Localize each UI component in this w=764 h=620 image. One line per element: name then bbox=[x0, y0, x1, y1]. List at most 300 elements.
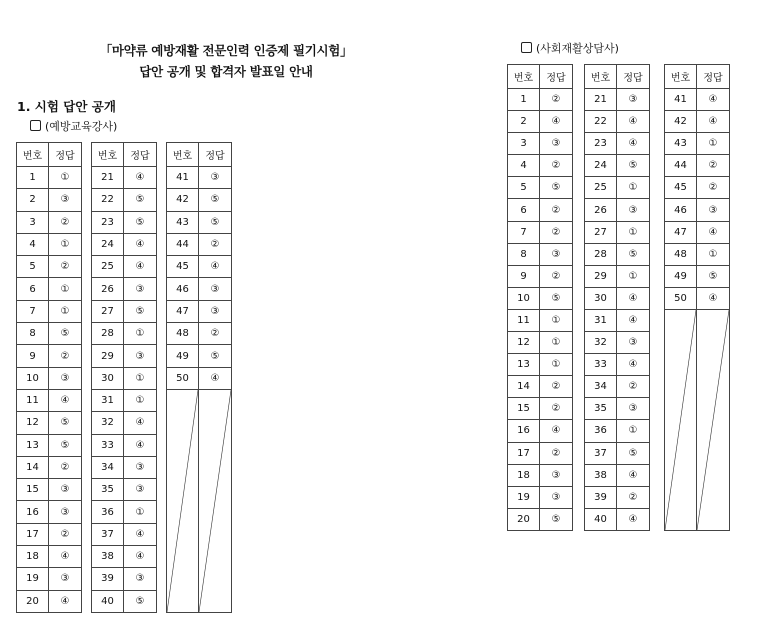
answer-value: ⑤ bbox=[199, 189, 232, 211]
table-row bbox=[508, 287, 573, 309]
question-number: 7 bbox=[17, 300, 49, 322]
answer-value: ① bbox=[617, 265, 650, 287]
table-row bbox=[92, 501, 157, 523]
table-row bbox=[17, 456, 82, 478]
column-header-number: 번호 bbox=[17, 143, 49, 167]
table-row bbox=[508, 89, 573, 111]
table-row bbox=[92, 367, 157, 389]
question-number: 45 bbox=[665, 177, 697, 199]
answer-value: ④ bbox=[124, 434, 157, 456]
table-row bbox=[17, 189, 82, 211]
question-number: 9 bbox=[508, 265, 540, 287]
table-row bbox=[92, 456, 157, 478]
table-row bbox=[17, 167, 82, 189]
answer-value: ④ bbox=[697, 111, 730, 133]
answer-value: ③ bbox=[49, 189, 82, 211]
question-number: 6 bbox=[17, 278, 49, 300]
question-number: 29 bbox=[92, 345, 124, 367]
answer-value: ④ bbox=[617, 287, 650, 309]
question-number: 50 bbox=[665, 287, 697, 309]
question-number: 18 bbox=[17, 546, 49, 568]
answer-value: ③ bbox=[124, 456, 157, 478]
question-number: 31 bbox=[585, 309, 617, 331]
answer-value: ① bbox=[49, 300, 82, 322]
answer-value: ③ bbox=[49, 367, 82, 389]
table-row bbox=[585, 464, 650, 486]
question-number: 3 bbox=[508, 133, 540, 155]
table-row bbox=[508, 486, 573, 508]
question-number: 41 bbox=[167, 167, 199, 189]
question-number: 3 bbox=[17, 211, 49, 233]
answer-value: ② bbox=[540, 155, 573, 177]
table-row bbox=[585, 133, 650, 155]
column-header-number: 번호 bbox=[665, 65, 697, 89]
table-row bbox=[665, 133, 730, 155]
table-row bbox=[585, 508, 650, 530]
table-row bbox=[508, 177, 573, 199]
question-number: 9 bbox=[17, 345, 49, 367]
question-number: 32 bbox=[92, 412, 124, 434]
table-row bbox=[92, 389, 157, 411]
answer-value: ⑤ bbox=[124, 211, 157, 233]
question-number: 11 bbox=[508, 309, 540, 331]
answer-value: ① bbox=[540, 309, 573, 331]
question-number: 20 bbox=[508, 508, 540, 530]
education-label: (예방교육강사) bbox=[45, 120, 118, 133]
answer-value: ③ bbox=[49, 479, 82, 501]
question-number: 44 bbox=[665, 155, 697, 177]
table-row bbox=[17, 434, 82, 456]
table-row bbox=[167, 300, 232, 322]
rehab-answer-table-1 bbox=[507, 64, 573, 531]
answer-value: ⑤ bbox=[617, 243, 650, 265]
answer-value: ③ bbox=[124, 345, 157, 367]
question-number: 12 bbox=[17, 412, 49, 434]
answer-value: ⑤ bbox=[540, 177, 573, 199]
question-number: 44 bbox=[167, 233, 199, 255]
table-row bbox=[585, 199, 650, 221]
question-number: 5 bbox=[17, 256, 49, 278]
answer-value: ② bbox=[540, 221, 573, 243]
table-row bbox=[92, 412, 157, 434]
column-header-answer: 정답 bbox=[49, 143, 82, 167]
column-header-number: 번호 bbox=[508, 65, 540, 89]
answer-value: ③ bbox=[617, 89, 650, 111]
table-row bbox=[167, 278, 232, 300]
table-row bbox=[17, 323, 82, 345]
table-header-row bbox=[665, 65, 730, 89]
table-row bbox=[665, 199, 730, 221]
table-row bbox=[92, 523, 157, 545]
answer-value: ② bbox=[49, 345, 82, 367]
answer-value: ③ bbox=[617, 398, 650, 420]
table-row bbox=[17, 345, 82, 367]
answer-value: ④ bbox=[617, 133, 650, 155]
question-number: 36 bbox=[92, 501, 124, 523]
table-row bbox=[508, 442, 573, 464]
question-number: 23 bbox=[585, 133, 617, 155]
question-number: 21 bbox=[585, 89, 617, 111]
answer-value: ⑤ bbox=[617, 442, 650, 464]
answer-value: ③ bbox=[199, 278, 232, 300]
question-number: 26 bbox=[92, 278, 124, 300]
table-row bbox=[508, 155, 573, 177]
column-header-number: 번호 bbox=[585, 65, 617, 89]
table-row bbox=[167, 233, 232, 255]
question-number: 32 bbox=[585, 332, 617, 354]
answer-value: ③ bbox=[540, 464, 573, 486]
question-number: 39 bbox=[92, 568, 124, 590]
table-row bbox=[92, 211, 157, 233]
answer-value: ④ bbox=[617, 508, 650, 530]
education-subheading bbox=[30, 120, 117, 134]
question-number: 49 bbox=[167, 345, 199, 367]
table-header-row bbox=[17, 143, 82, 167]
answer-value: ③ bbox=[124, 479, 157, 501]
question-number: 45 bbox=[167, 256, 199, 278]
answer-value: ⑤ bbox=[697, 265, 730, 287]
table-row bbox=[585, 89, 650, 111]
question-number: 21 bbox=[92, 167, 124, 189]
question-number: 27 bbox=[92, 300, 124, 322]
answer-value: ④ bbox=[49, 590, 82, 612]
table-row bbox=[167, 323, 232, 345]
table-row bbox=[92, 189, 157, 211]
table-row bbox=[585, 155, 650, 177]
column-header-answer: 정답 bbox=[617, 65, 650, 89]
table-row bbox=[585, 354, 650, 376]
question-number: 34 bbox=[92, 456, 124, 478]
answer-value: ② bbox=[697, 177, 730, 199]
answer-value: ④ bbox=[617, 309, 650, 331]
answer-value: ① bbox=[49, 167, 82, 189]
table-row bbox=[92, 479, 157, 501]
table-header-row bbox=[92, 143, 157, 167]
table-row bbox=[665, 243, 730, 265]
table-row bbox=[585, 221, 650, 243]
table-row bbox=[508, 243, 573, 265]
table-row bbox=[92, 434, 157, 456]
answer-value: ② bbox=[540, 265, 573, 287]
answer-value: ④ bbox=[617, 354, 650, 376]
table-row bbox=[508, 133, 573, 155]
question-number: 48 bbox=[665, 243, 697, 265]
table-row bbox=[167, 189, 232, 211]
title-line-2: 답안 공개 및 합격자 발표일 안내 bbox=[139, 64, 313, 79]
question-number: 34 bbox=[585, 376, 617, 398]
table-row bbox=[665, 111, 730, 133]
answer-value: ② bbox=[697, 155, 730, 177]
answer-value: ② bbox=[617, 376, 650, 398]
answer-value: ⑤ bbox=[124, 590, 157, 612]
table-row bbox=[167, 256, 232, 278]
empty-cell-diagonal bbox=[167, 389, 199, 612]
table-row bbox=[17, 501, 82, 523]
question-number: 38 bbox=[585, 464, 617, 486]
table-row bbox=[508, 221, 573, 243]
answer-value: ① bbox=[617, 420, 650, 442]
table-row bbox=[665, 221, 730, 243]
question-number: 26 bbox=[585, 199, 617, 221]
empty-cell-diagonal bbox=[697, 309, 730, 530]
question-number: 29 bbox=[585, 265, 617, 287]
table-row bbox=[585, 486, 650, 508]
question-number: 37 bbox=[92, 523, 124, 545]
table-row bbox=[17, 367, 82, 389]
table-row bbox=[585, 376, 650, 398]
section-heading: 1. 시험 답안 공개 bbox=[17, 99, 116, 114]
table-row bbox=[92, 278, 157, 300]
question-number: 6 bbox=[508, 199, 540, 221]
table-row bbox=[508, 398, 573, 420]
table-row bbox=[508, 354, 573, 376]
answer-value: ① bbox=[124, 389, 157, 411]
table-header-row bbox=[167, 143, 232, 167]
answer-value: ⑤ bbox=[540, 287, 573, 309]
question-number: 22 bbox=[92, 189, 124, 211]
empty-cell-diagonal bbox=[199, 389, 232, 612]
answer-value: ① bbox=[49, 233, 82, 255]
answer-value: ② bbox=[540, 89, 573, 111]
education-answer-table-1 bbox=[16, 142, 82, 613]
answer-value: ⑤ bbox=[540, 508, 573, 530]
question-number: 10 bbox=[508, 287, 540, 309]
table-row bbox=[508, 265, 573, 287]
question-number: 12 bbox=[508, 332, 540, 354]
question-number: 43 bbox=[665, 133, 697, 155]
question-number: 25 bbox=[585, 177, 617, 199]
question-number: 2 bbox=[508, 111, 540, 133]
question-number: 4 bbox=[17, 233, 49, 255]
table-row bbox=[665, 89, 730, 111]
document-title bbox=[40, 40, 412, 82]
question-number: 24 bbox=[92, 233, 124, 255]
question-number: 10 bbox=[17, 367, 49, 389]
answer-value: ② bbox=[540, 398, 573, 420]
table-row bbox=[17, 546, 82, 568]
answer-value: ⑤ bbox=[49, 412, 82, 434]
table-row bbox=[92, 300, 157, 322]
table-row bbox=[508, 111, 573, 133]
question-number: 50 bbox=[167, 367, 199, 389]
question-number: 23 bbox=[92, 211, 124, 233]
rehab-answer-table-2 bbox=[584, 64, 650, 531]
table-row bbox=[508, 199, 573, 221]
table-row bbox=[92, 345, 157, 367]
square-bullet-icon bbox=[521, 42, 532, 53]
answer-value: ⑤ bbox=[124, 189, 157, 211]
answer-value: ③ bbox=[49, 568, 82, 590]
answer-value: ④ bbox=[617, 111, 650, 133]
table-row bbox=[508, 332, 573, 354]
table-row bbox=[17, 590, 82, 612]
answer-value: ④ bbox=[124, 523, 157, 545]
answer-value: ③ bbox=[697, 199, 730, 221]
table-row bbox=[17, 523, 82, 545]
table-row bbox=[508, 376, 573, 398]
question-number: 35 bbox=[92, 479, 124, 501]
answer-value: ⑤ bbox=[199, 345, 232, 367]
answer-value: ④ bbox=[49, 389, 82, 411]
question-number: 49 bbox=[665, 265, 697, 287]
table-row bbox=[17, 389, 82, 411]
answer-value: ④ bbox=[540, 420, 573, 442]
question-number: 42 bbox=[665, 111, 697, 133]
table-row bbox=[167, 345, 232, 367]
table-row bbox=[585, 287, 650, 309]
question-number: 39 bbox=[585, 486, 617, 508]
table-row bbox=[508, 309, 573, 331]
answer-value: ② bbox=[540, 376, 573, 398]
answer-value: ④ bbox=[124, 167, 157, 189]
question-number: 46 bbox=[167, 278, 199, 300]
answer-value: ③ bbox=[617, 199, 650, 221]
table-row bbox=[92, 568, 157, 590]
answer-value: ③ bbox=[540, 486, 573, 508]
question-number: 8 bbox=[17, 323, 49, 345]
table-row bbox=[17, 278, 82, 300]
question-number: 14 bbox=[17, 456, 49, 478]
question-number: 17 bbox=[508, 442, 540, 464]
answer-value: ④ bbox=[697, 221, 730, 243]
table-row bbox=[17, 479, 82, 501]
answer-value: ② bbox=[540, 442, 573, 464]
answer-value: ⑤ bbox=[49, 434, 82, 456]
question-number: 2 bbox=[17, 189, 49, 211]
question-number: 40 bbox=[585, 508, 617, 530]
table-row bbox=[17, 211, 82, 233]
question-number: 4 bbox=[508, 155, 540, 177]
table-row bbox=[585, 309, 650, 331]
answer-value: ④ bbox=[124, 412, 157, 434]
question-number: 48 bbox=[167, 323, 199, 345]
column-header-number: 번호 bbox=[167, 143, 199, 167]
table-row bbox=[92, 167, 157, 189]
empty-row bbox=[665, 309, 730, 530]
question-number: 37 bbox=[585, 442, 617, 464]
answer-value: ⑤ bbox=[49, 323, 82, 345]
answer-value: ③ bbox=[199, 167, 232, 189]
question-number: 33 bbox=[92, 434, 124, 456]
question-number: 14 bbox=[508, 376, 540, 398]
answer-value: ③ bbox=[540, 243, 573, 265]
answer-value: ④ bbox=[199, 256, 232, 278]
table-row bbox=[585, 177, 650, 199]
answer-value: ① bbox=[540, 354, 573, 376]
table-row bbox=[585, 332, 650, 354]
question-number: 43 bbox=[167, 211, 199, 233]
answer-value: ④ bbox=[199, 367, 232, 389]
answer-value: ⑤ bbox=[199, 211, 232, 233]
answer-value: ④ bbox=[617, 464, 650, 486]
answer-value: ① bbox=[540, 332, 573, 354]
table-row bbox=[508, 508, 573, 530]
answer-value: ② bbox=[617, 486, 650, 508]
table-row bbox=[585, 398, 650, 420]
question-number: 16 bbox=[17, 501, 49, 523]
table-row bbox=[92, 590, 157, 612]
question-number: 35 bbox=[585, 398, 617, 420]
table-row bbox=[167, 167, 232, 189]
question-number: 40 bbox=[92, 590, 124, 612]
question-number: 30 bbox=[92, 367, 124, 389]
rehab-label: (사회재활상담사) bbox=[536, 42, 619, 55]
table-row bbox=[508, 420, 573, 442]
answer-value: ② bbox=[49, 211, 82, 233]
question-number: 19 bbox=[508, 486, 540, 508]
question-number: 5 bbox=[508, 177, 540, 199]
table-row bbox=[17, 300, 82, 322]
answer-value: ① bbox=[697, 243, 730, 265]
question-number: 36 bbox=[585, 420, 617, 442]
table-row bbox=[665, 265, 730, 287]
table-row bbox=[665, 177, 730, 199]
table-row bbox=[665, 155, 730, 177]
rehab-answer-table-3 bbox=[664, 64, 730, 531]
answer-value: ④ bbox=[697, 287, 730, 309]
answer-value: ② bbox=[49, 523, 82, 545]
table-row bbox=[17, 568, 82, 590]
table-row bbox=[92, 233, 157, 255]
table-row bbox=[92, 323, 157, 345]
answer-value: ① bbox=[124, 501, 157, 523]
table-row bbox=[585, 243, 650, 265]
table-row bbox=[585, 111, 650, 133]
rehab-subheading bbox=[521, 42, 619, 56]
question-number: 25 bbox=[92, 256, 124, 278]
question-number: 28 bbox=[585, 243, 617, 265]
answer-value: ⑤ bbox=[617, 155, 650, 177]
column-header-answer: 정답 bbox=[540, 65, 573, 89]
answer-value: ④ bbox=[540, 111, 573, 133]
answer-value: ④ bbox=[697, 89, 730, 111]
column-header-number: 번호 bbox=[92, 143, 124, 167]
question-number: 41 bbox=[665, 89, 697, 111]
table-row bbox=[585, 420, 650, 442]
question-number: 33 bbox=[585, 354, 617, 376]
empty-row bbox=[167, 389, 232, 612]
question-number: 15 bbox=[17, 479, 49, 501]
question-number: 13 bbox=[508, 354, 540, 376]
question-number: 47 bbox=[167, 300, 199, 322]
question-number: 47 bbox=[665, 221, 697, 243]
answer-value: ④ bbox=[124, 233, 157, 255]
table-row bbox=[92, 256, 157, 278]
answer-value: ③ bbox=[49, 501, 82, 523]
table-row bbox=[585, 265, 650, 287]
question-number: 18 bbox=[508, 464, 540, 486]
answer-value: ③ bbox=[199, 300, 232, 322]
answer-value: ② bbox=[199, 323, 232, 345]
answer-value: ② bbox=[199, 233, 232, 255]
question-number: 1 bbox=[17, 167, 49, 189]
answer-value: ② bbox=[49, 256, 82, 278]
question-number: 8 bbox=[508, 243, 540, 265]
answer-value: ③ bbox=[124, 568, 157, 590]
answer-value: ② bbox=[49, 456, 82, 478]
question-number: 30 bbox=[585, 287, 617, 309]
question-number: 27 bbox=[585, 221, 617, 243]
table-row bbox=[17, 412, 82, 434]
column-header-answer: 정답 bbox=[199, 143, 232, 167]
table-row bbox=[17, 256, 82, 278]
table-row bbox=[167, 367, 232, 389]
table-header-row bbox=[508, 65, 573, 89]
question-number: 7 bbox=[508, 221, 540, 243]
answer-value: ① bbox=[617, 177, 650, 199]
question-number: 28 bbox=[92, 323, 124, 345]
education-answer-table-3 bbox=[166, 142, 232, 613]
